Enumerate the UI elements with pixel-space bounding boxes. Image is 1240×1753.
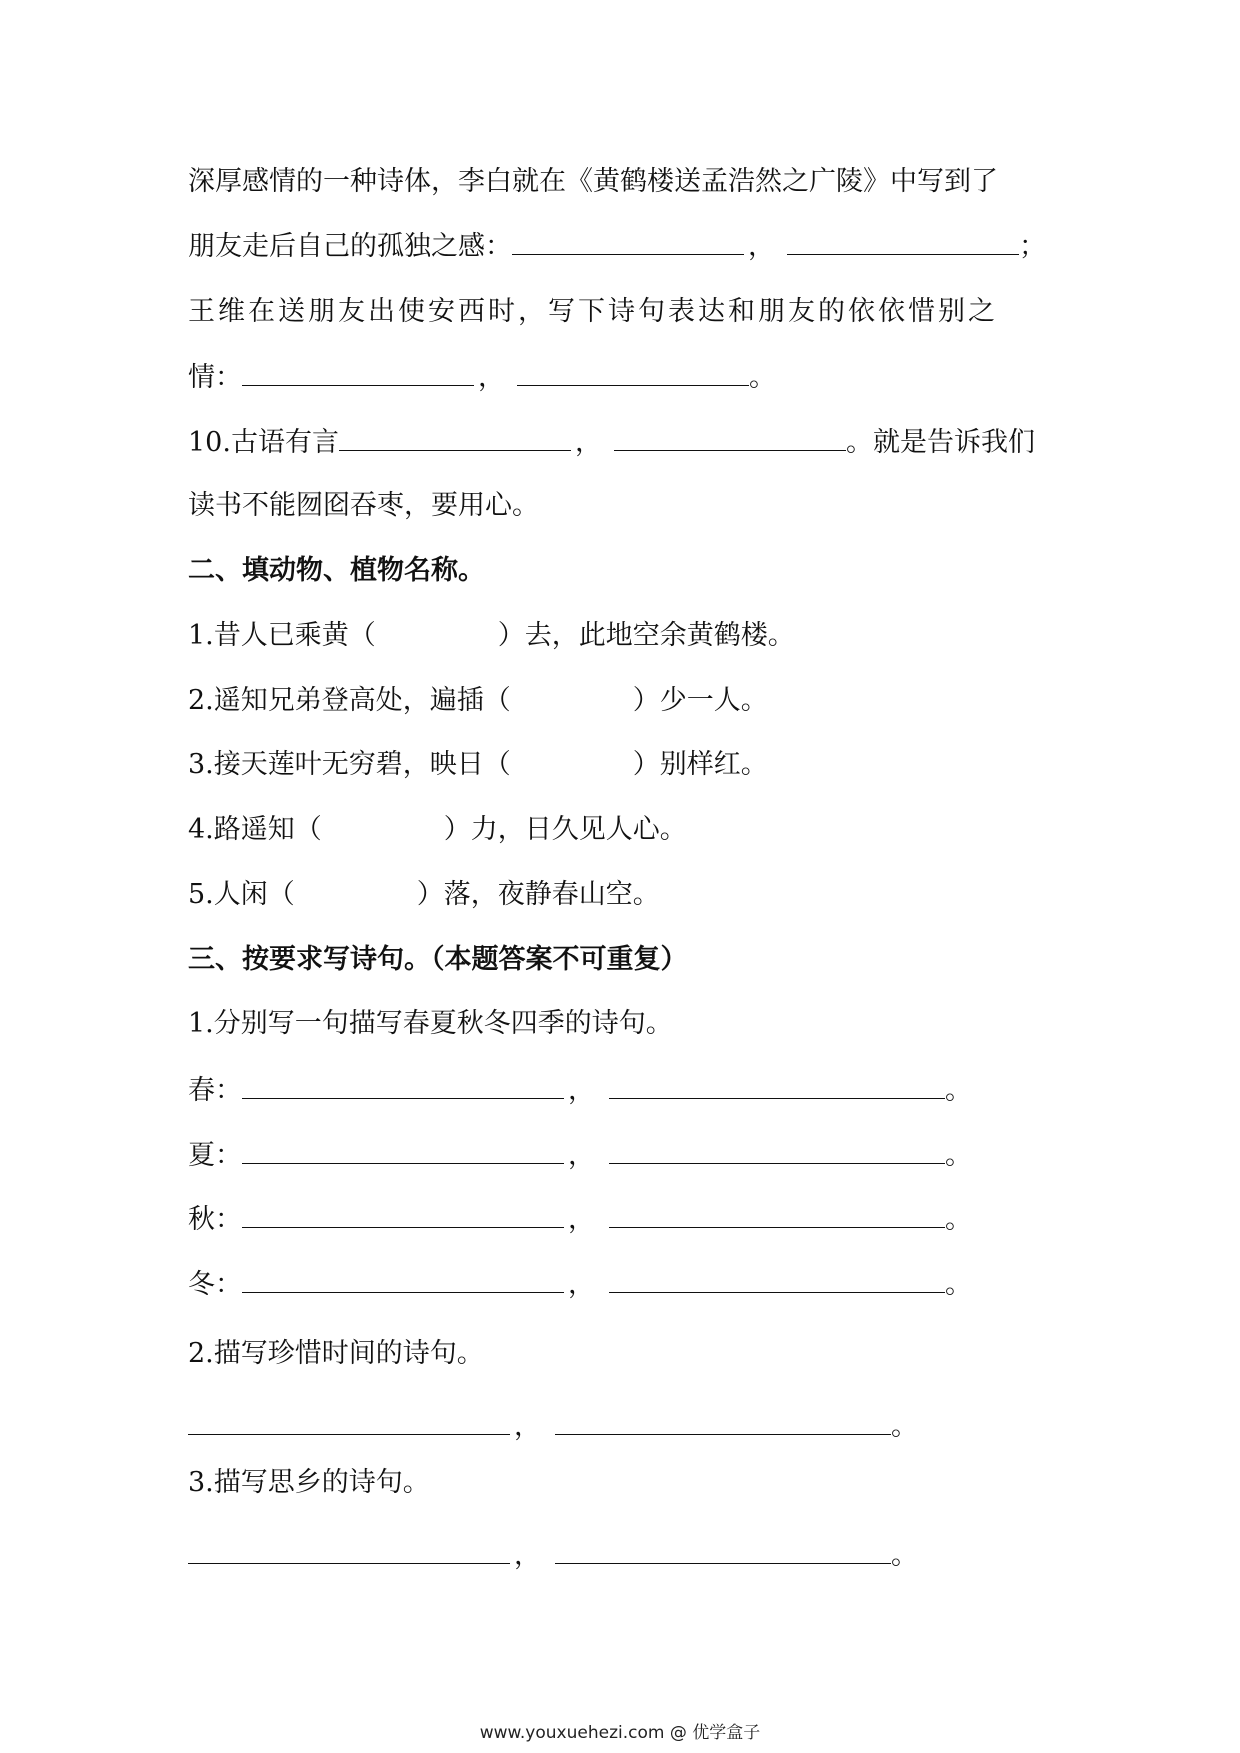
answer-blank[interactable] xyxy=(555,1535,891,1564)
separator: ， xyxy=(568,1075,595,1106)
question-text: 2.描写珍惜时间的诗句。 xyxy=(188,1338,484,1369)
answer-blank[interactable] xyxy=(609,1135,945,1164)
paragraph-line: 深厚感情的一种诗体，李白就在《黄鹤楼送孟浩然之广陵》中写到了 xyxy=(188,166,998,197)
section-heading: 二、填动物、植物名称。 xyxy=(188,555,485,586)
paragraph-line: 王维在送朋友出使安西时，写下诗句表达和朋友的依依惜别之 xyxy=(188,296,998,327)
item-text: 4.路遥知（ xyxy=(188,814,322,845)
answer-blank[interactable] xyxy=(188,1406,510,1435)
separator: ， xyxy=(478,362,505,393)
answer-blank[interactable] xyxy=(242,1135,564,1164)
answer-blank[interactable] xyxy=(517,357,749,386)
line-end: 。 xyxy=(945,1140,972,1171)
answer-blank[interactable] xyxy=(242,1070,564,1099)
separator: ， xyxy=(514,1540,541,1571)
item-text: 1.昔人已乘黄（ xyxy=(188,620,376,651)
item-text: 3.接天莲叶无穷碧，映日（ xyxy=(188,749,511,780)
answer-blank[interactable] xyxy=(609,1264,945,1293)
answer-blank[interactable] xyxy=(512,226,744,255)
answer-blank[interactable] xyxy=(242,357,474,386)
line-end: 。 xyxy=(891,1411,918,1442)
answer-blank[interactable] xyxy=(555,1406,891,1435)
line-end: 。就是告诉我们 xyxy=(845,427,1035,458)
answer-blank[interactable] xyxy=(242,1199,564,1228)
item-text: 5.人闲（ xyxy=(188,879,295,910)
separator: ， xyxy=(574,427,602,458)
line-end: 。 xyxy=(945,1269,972,1300)
separator: ， xyxy=(748,231,775,262)
paragraph-line xyxy=(188,226,1046,267)
season-label: 冬： xyxy=(188,1269,242,1300)
season-label: 夏： xyxy=(188,1140,242,1171)
season-label: 秋： xyxy=(188,1204,242,1235)
paragraph-line: 读书不能囫囵吞枣，要用心。 xyxy=(188,490,539,521)
season-row-winter xyxy=(188,1264,972,1305)
item-text: ）力，日久见人心。 xyxy=(443,814,687,845)
answer-row xyxy=(188,1406,918,1447)
list-item xyxy=(188,745,768,785)
line-text: 朋友走后自己的孤独之感： xyxy=(188,231,512,262)
section-heading: 三、按要求写诗句。（本题答案不可重复） xyxy=(188,944,688,975)
line-end: 。 xyxy=(945,1204,972,1235)
question-10 xyxy=(188,422,1035,463)
answer-blank[interactable] xyxy=(609,1199,945,1228)
answer-blank[interactable] xyxy=(609,1070,945,1099)
answer-blank[interactable] xyxy=(339,422,571,451)
list-item xyxy=(188,810,687,850)
line-end: 。 xyxy=(945,1075,972,1106)
answer-blank[interactable] xyxy=(242,1264,564,1293)
list-item xyxy=(188,616,795,656)
line-text: 情： xyxy=(188,362,242,393)
separator: ， xyxy=(568,1140,595,1171)
answer-row xyxy=(188,1535,918,1576)
separator: ， xyxy=(568,1204,595,1235)
question-text: 3.描写思乡的诗句。 xyxy=(188,1467,430,1498)
footer-watermark: www.youxuehezi.com @ 优学盒子 xyxy=(479,1723,761,1743)
line-end: 。 xyxy=(749,362,776,393)
question-text: 10.古语有言 xyxy=(188,427,339,458)
list-item xyxy=(188,681,768,721)
answer-blank[interactable] xyxy=(614,422,846,451)
separator: ， xyxy=(514,1411,541,1442)
answer-blank[interactable] xyxy=(188,1535,510,1564)
season-row-summer xyxy=(188,1135,972,1176)
answer-blank[interactable] xyxy=(787,226,1019,255)
item-text: ）落，夜静春山空。 xyxy=(416,879,660,910)
paragraph-line xyxy=(188,357,776,398)
list-item xyxy=(188,875,660,915)
season-row-autumn xyxy=(188,1199,972,1240)
item-text: ）少一人。 xyxy=(632,685,768,716)
question-text: 1.分别写一句描写春夏秋冬四季的诗句。 xyxy=(188,1008,673,1039)
item-text: 2.遥知兄弟登高处，遍插（ xyxy=(188,685,511,716)
separator: ， xyxy=(568,1269,595,1300)
line-end: ； xyxy=(1019,231,1046,262)
item-text: ）去，此地空余黄鹤楼。 xyxy=(497,620,795,651)
season-row-spring xyxy=(188,1070,972,1111)
season-label: 春： xyxy=(188,1075,242,1106)
item-text: ）别样红。 xyxy=(632,749,768,780)
line-end: 。 xyxy=(891,1540,918,1571)
